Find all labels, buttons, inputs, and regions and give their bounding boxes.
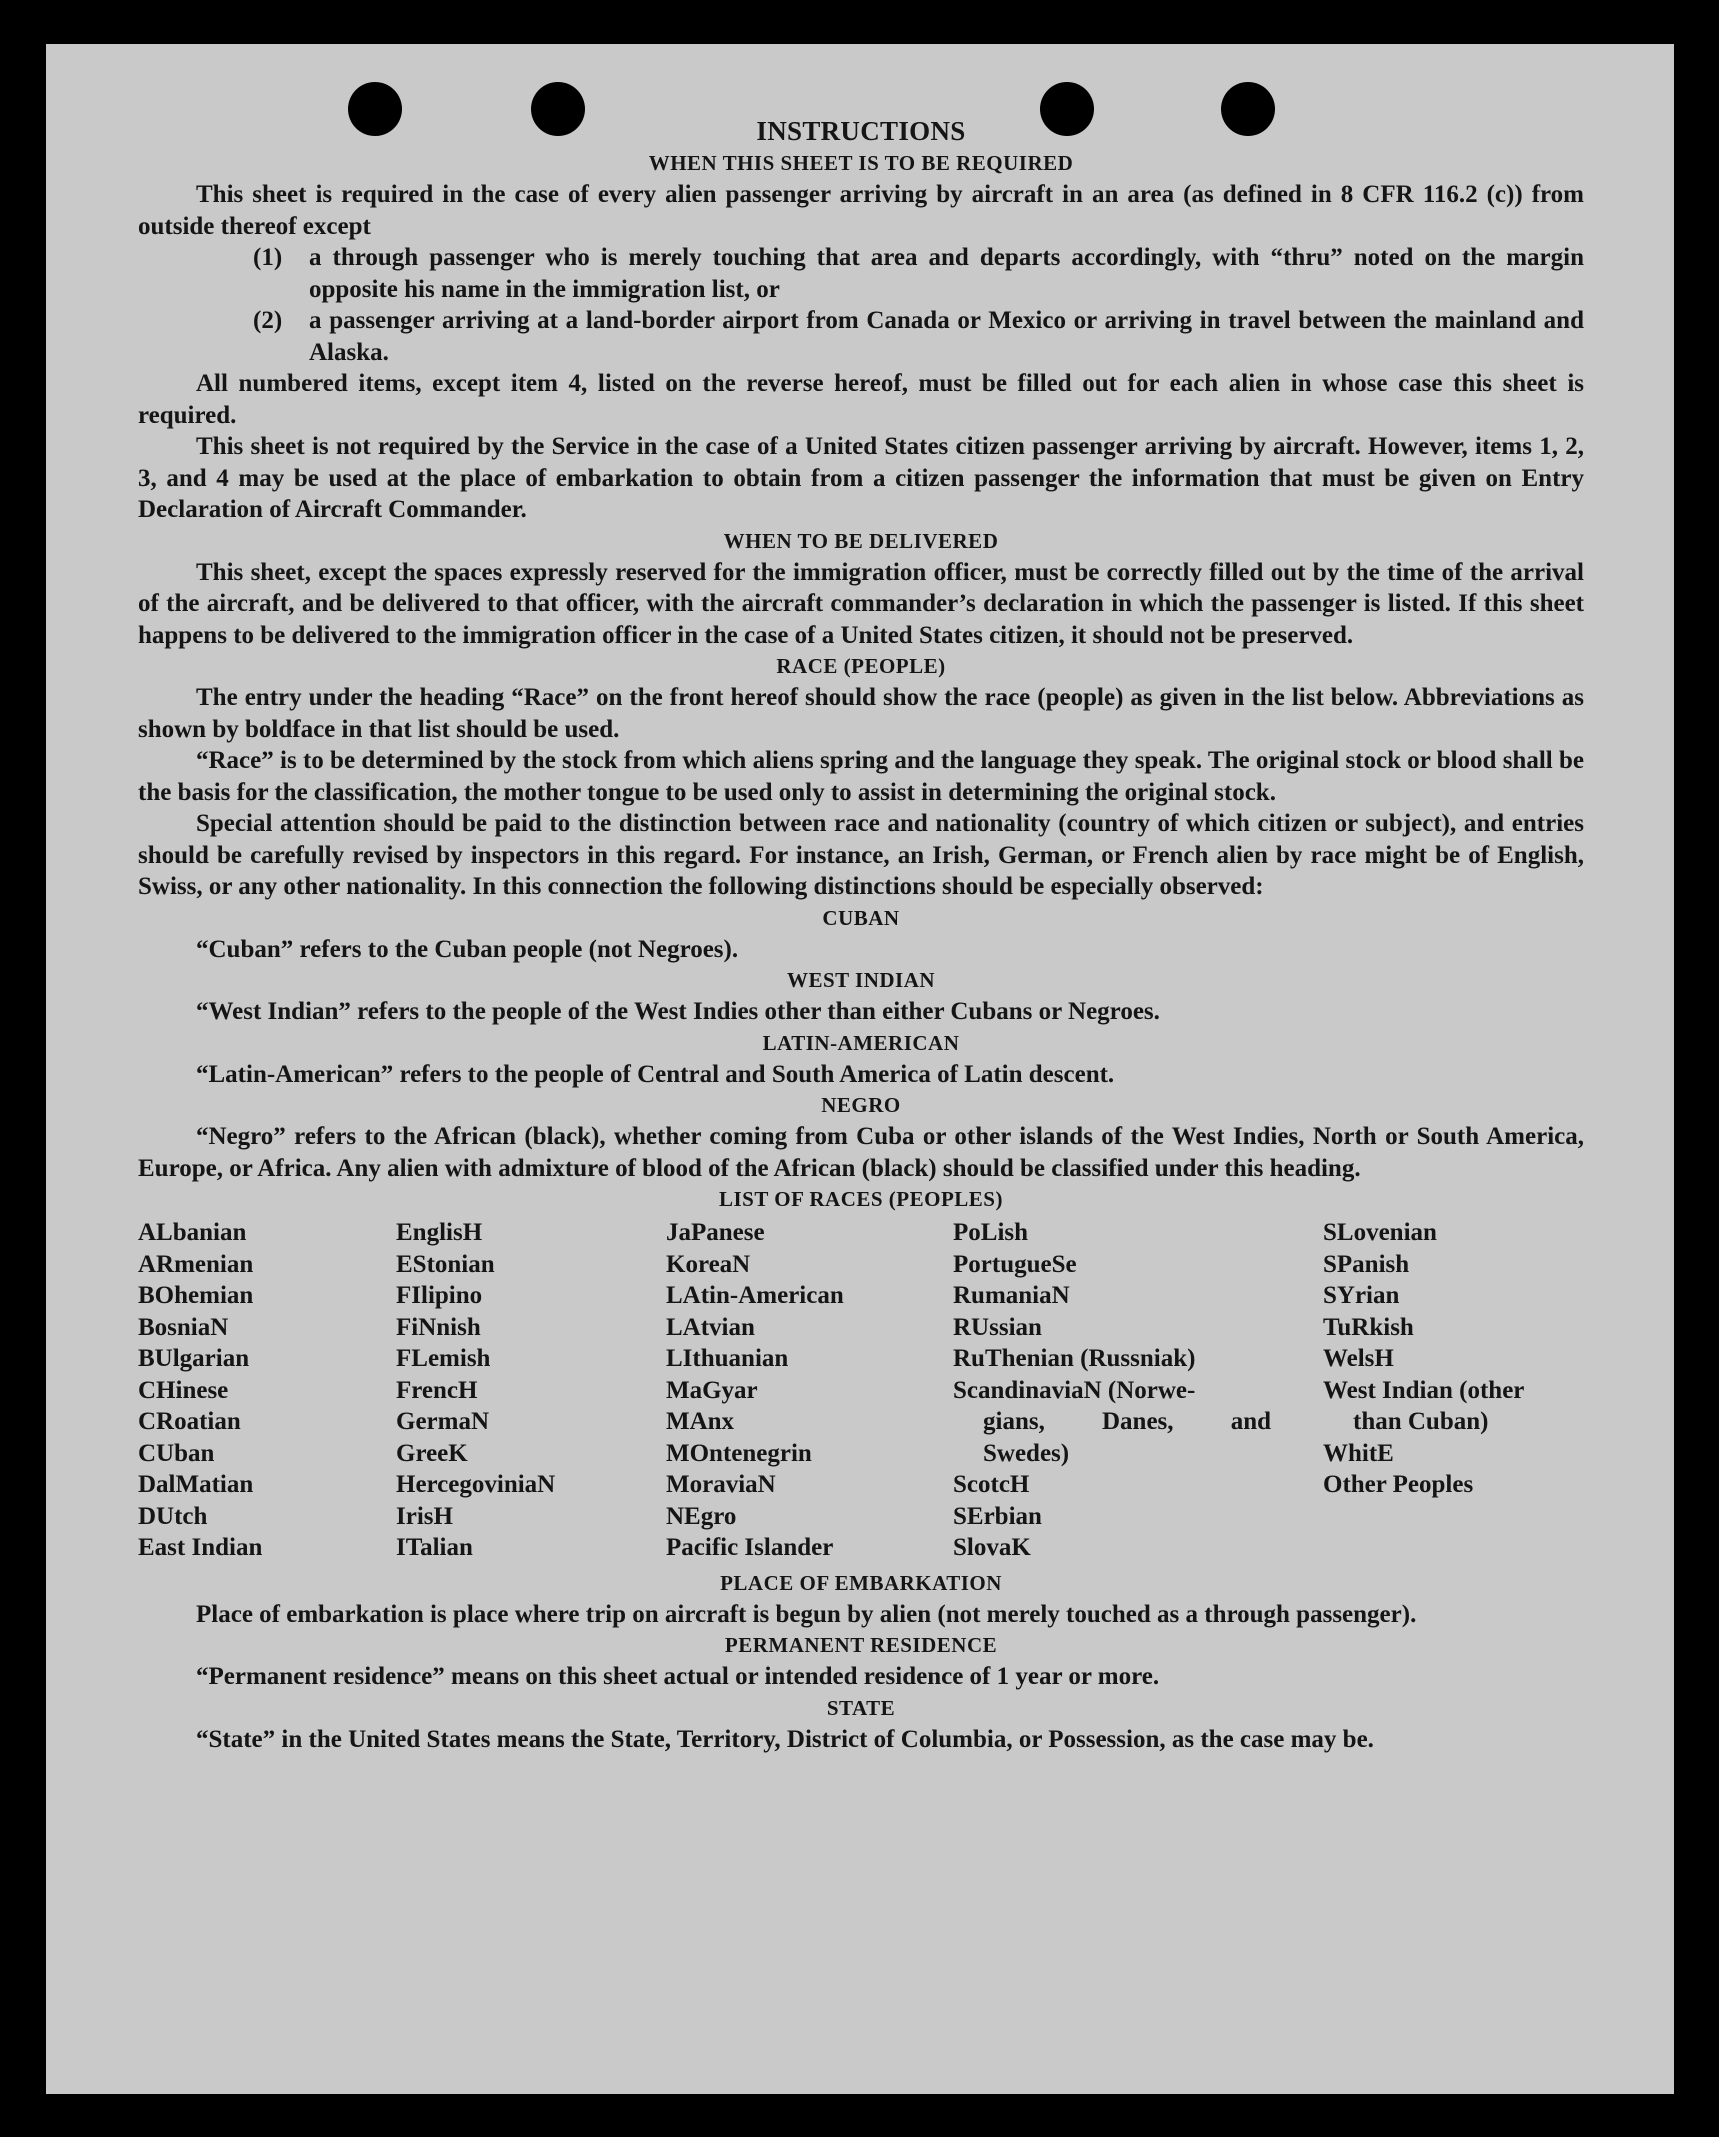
item-text: a passenger arriving at a land-border airport from Canada or Mexico or arriving in travel between the mainland and Alaska. <box>309 307 1584 366</box>
paragraph: “Permanent residence” means on this sheet actual or intended residence of 1 year or more. <box>196 1663 1160 1690</box>
race-entry-continued: Swedes) <box>983 1439 1070 1467</box>
paragraph: This sheet is not required by the Service in the case of a United States citizen passenger arriving by aircraft. However, items 1, 2, 3, and 4 may be used at the place of embarkation to obtain from a citizen passenger the information that must be given on Entry Declaration of Aircraft Commander. <box>138 433 1584 523</box>
race-entry: East Indian <box>138 1534 263 1561</box>
page-title: INSTRUCTIONS <box>756 116 966 146</box>
race-entry: CUban <box>138 1439 215 1467</box>
races-group <box>1323 1217 1584 1375</box>
race-entry-continued: than Cuban) <box>1353 1408 1489 1435</box>
section-heading-embarkation: PLACE OF EMBARKATION <box>720 1570 1002 1595</box>
paragraph: “Latin-American” refers to the people of Central and South America of Latin descent. <box>196 1060 1115 1088</box>
race-entry: BOhemian <box>138 1282 254 1309</box>
race-entry: FIlipino <box>396 1282 483 1309</box>
race-entry: LIthuanian <box>666 1345 789 1372</box>
race-entry: West Indian (other <box>1323 1376 1525 1404</box>
race-entry: SlovaK <box>953 1534 1031 1561</box>
item-number: (2) <box>253 307 283 334</box>
race-entry: DUtch <box>138 1502 208 1530</box>
race-entry: BosniaN <box>138 1313 229 1341</box>
paragraph: This sheet, except the spaces expressly reserved for the immigration officer, must be correctly filled out by the time of the arrival of the aircraft, and be delivered to that officer, with the aircraft commander’s declaration in which the passenger is listed. If this sheet happens to be delivered to the immigration officer in the case of a United States citizen, it should not be preserved. <box>138 558 1584 649</box>
paragraph: Special attention should be paid to the distinction between race and nationality (country of which citizen or subject), and entries should be carefully revised by inspectors in this regard. For instance, an Irish, German, or French alien by race might be of English, Swiss, or any other nationality. In this connection the following distinctions should be especially observed: <box>138 810 1584 900</box>
races-group <box>953 1469 1323 1564</box>
section-heading-latin-american: LATIN-AMERICAN <box>762 1030 960 1055</box>
races-column <box>396 1217 666 1564</box>
race-entry: FrencH <box>396 1376 478 1404</box>
race-entry: FiNnish <box>396 1313 481 1341</box>
race-entry: MoraviaN <box>666 1471 776 1498</box>
race-entry: CHinese <box>138 1376 229 1404</box>
races-column <box>953 1217 1323 1564</box>
race-entry: SPanish <box>1323 1250 1410 1278</box>
paragraph: This sheet is required in the case of every alien passenger arriving by aircraft in an area (as defined in 8 CFR 116.2 (c)) from outside thereof except <box>138 181 1584 240</box>
race-entry: NEgro <box>666 1502 737 1530</box>
race-entry: MaGyar <box>666 1376 758 1404</box>
section-heading-state: STATE <box>826 1695 896 1720</box>
numbered-item <box>253 305 1584 368</box>
race-entry: IrisH <box>396 1502 453 1530</box>
paragraph: “Negro” refers to the African (black), whether coming from Cuba or other islands of the West Indies, North or South America, Europe, or Africa. Any alien with admixture of blood of the African (black) should be classified under this heading. <box>138 1123 1584 1182</box>
race-entry: HercegoviniaN <box>396 1471 556 1498</box>
race-entry: WhitE <box>1323 1439 1394 1467</box>
race-entry: CRoatian <box>138 1408 241 1435</box>
race-entry: EStonian <box>396 1250 495 1278</box>
races-column <box>138 1217 396 1564</box>
document-content <box>138 114 1584 1755</box>
paragraph: “Cuban” refers to the Cuban people (not Negroes). <box>196 935 739 963</box>
document-sheet <box>46 44 1674 2094</box>
race-entry: BUlgarian <box>138 1345 250 1372</box>
race-entry: PoLish <box>953 1219 1029 1246</box>
race-entry: MOntenegrin <box>666 1439 812 1467</box>
race-entry: ARmenian <box>138 1250 254 1278</box>
race-entry: LAtvian <box>666 1313 755 1341</box>
race-entry: RumaniaN <box>953 1282 1070 1309</box>
race-entry: GreeK <box>396 1439 468 1467</box>
section-heading-residence: PERMANENT RESIDENCE <box>724 1633 998 1657</box>
race-entry: Pacific Islander <box>666 1534 834 1561</box>
races-list <box>138 1217 1584 1564</box>
race-entry: RuThenian (Russniak) <box>953 1345 1196 1372</box>
paragraph: All numbered items, except item 4, listed on the reverse hereof, must be filled out for each alien in whose case this sheet is required. <box>138 370 1584 429</box>
section-heading-when-required: WHEN THIS SHEET IS TO BE REQUIRED <box>648 151 1074 175</box>
race-entry: JaPanese <box>666 1219 765 1246</box>
section-heading-cuban: CUBAN <box>822 905 900 930</box>
race-entry: SLovenian <box>1323 1219 1437 1246</box>
item-number: (1) <box>253 244 283 271</box>
race-entry: GermaN <box>396 1408 490 1435</box>
race-entry: SErbian <box>953 1502 1042 1530</box>
race-entry: ScandinaviaN (Norwe- <box>953 1376 1196 1404</box>
race-entry: TuRkish <box>1323 1313 1414 1341</box>
race-entry: MAnx <box>666 1408 735 1435</box>
race-entry: PortugueSe <box>953 1250 1077 1278</box>
races-group <box>1323 1438 1584 1501</box>
races-column <box>1323 1217 1584 1564</box>
paragraph: Place of embarkation is place where trip on aircraft is begun by alien (not merely touched as a through passenger). <box>196 1600 1417 1628</box>
paragraph: “Race” is to be determined by the stock from which aliens spring and the language they speak. The original stock or blood shall be the basis for the classification, the mother tongue to be used only to assist in determining the original stock. <box>138 747 1584 806</box>
paragraph: The entry under the heading “Race” on the front hereof should show the race (people) as given in the list below. Abbreviations as shown by boldface in that list should be used. <box>138 684 1584 743</box>
race-entry-continued: gians, Danes, and <box>983 1408 1271 1435</box>
section-heading-list-of-races: LIST OF RACES (PEOPLES) <box>719 1187 1003 1211</box>
race-entry: ALbanian <box>138 1219 247 1246</box>
races-group <box>953 1217 1323 1375</box>
races-column <box>666 1217 953 1564</box>
section-heading-when-delivered: WHEN TO BE DELIVERED <box>723 528 999 553</box>
numbered-item <box>253 242 1584 305</box>
race-entry: SYrian <box>1323 1282 1400 1309</box>
paragraph: “West Indian” refers to the people of the West Indies other than either Cubans or Negroes. <box>196 998 1160 1025</box>
race-entry: Other Peoples <box>1323 1471 1474 1498</box>
race-entry: LAtin-American <box>666 1282 844 1309</box>
race-entry: RUssian <box>953 1313 1042 1341</box>
section-heading-negro: NEGRO <box>821 1093 901 1117</box>
race-entry: KoreaN <box>666 1250 751 1278</box>
section-heading-race: RACE (PEOPLE) <box>776 654 946 678</box>
race-entry: ITalian <box>396 1534 473 1561</box>
race-entry: FLemish <box>396 1345 491 1372</box>
race-entry: DalMatian <box>138 1471 254 1498</box>
race-entry: EnglisH <box>396 1219 483 1246</box>
race-entry: ScotcH <box>953 1471 1030 1498</box>
section-heading-west-indian: WEST INDIAN <box>786 968 936 992</box>
item-text: a through passenger who is merely touching that area and departs accordingly, with “thru” noted on the margin opposite his name in the immigration list, or <box>309 244 1584 303</box>
paragraph: “State” in the United States means the State, Territory, District of Columbia, or Possession, as the case may be. <box>196 1725 1374 1753</box>
race-entry: WelsH <box>1323 1345 1394 1372</box>
